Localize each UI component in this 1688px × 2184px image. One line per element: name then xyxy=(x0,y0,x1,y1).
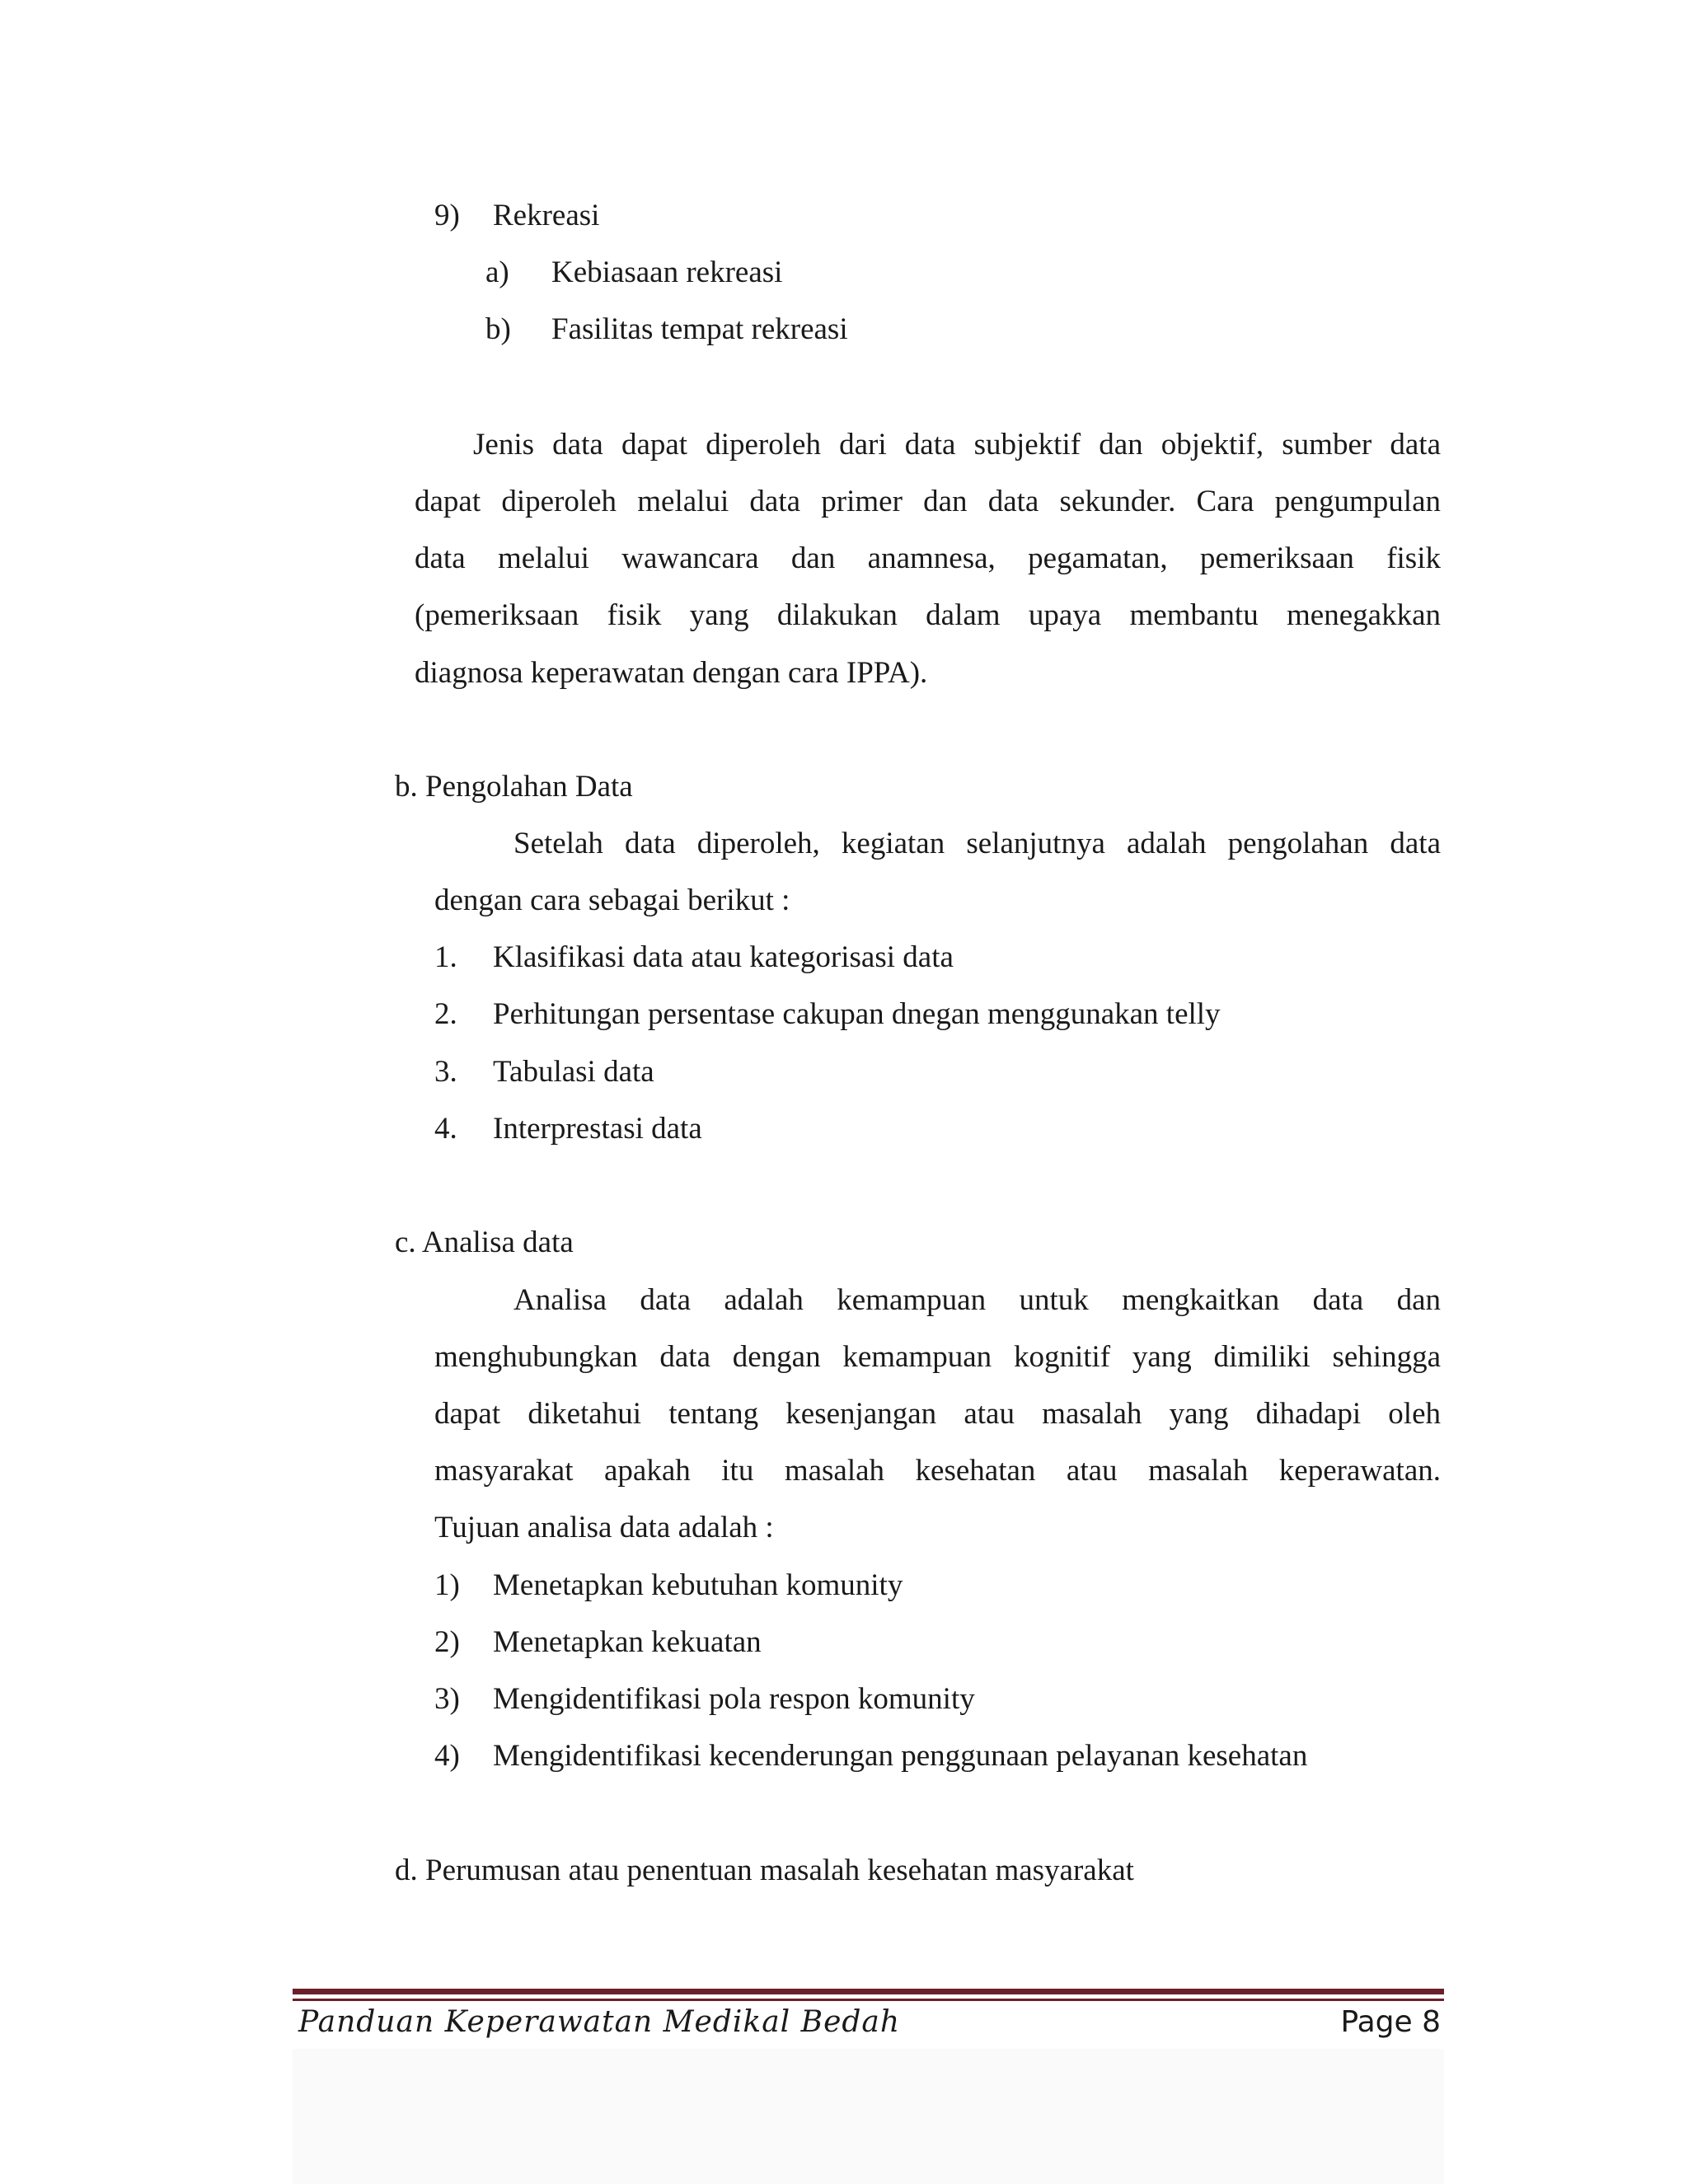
paragraph-line: Analisa data adalah kemampuan untuk mengkaitkan data dan xyxy=(513,1283,1441,1317)
paragraph-line: diagnosa keperawatan dengan cara IPPA). xyxy=(415,656,928,690)
list-marker: 3) xyxy=(434,1682,460,1716)
list-marker: 2. xyxy=(434,997,457,1031)
list-marker: 2) xyxy=(434,1625,460,1659)
list-marker: b) xyxy=(485,312,511,346)
section-heading: b. Pengolahan Data xyxy=(395,770,633,804)
list-item-title: Rekreasi xyxy=(493,199,600,232)
list-marker: 4) xyxy=(434,1739,460,1773)
footer-rule-thin xyxy=(293,1999,1444,2001)
list-item: Perhitungan persentase cakupan dnegan menggunakan telly xyxy=(493,997,1221,1031)
paragraph-line: data melalui wawancara dan anamnesa, pegamatan, pemeriksaan fisik xyxy=(415,541,1441,575)
list-item: Kebiasaan rekreasi xyxy=(551,255,783,289)
list-marker: 1) xyxy=(434,1568,460,1602)
list-item: Menetapkan kebutuhan komunity xyxy=(493,1568,903,1602)
section-heading: d. Perumusan atau penentuan masalah kesehatan masyarakat xyxy=(395,1854,1134,1887)
list-marker: 3. xyxy=(434,1055,457,1089)
paragraph-line: (pemeriksaan fisik yang dilakukan dalam upaya membantu menegakkan xyxy=(415,598,1441,632)
list-item: Tabulasi data xyxy=(493,1055,654,1089)
section-heading: c. Analisa data xyxy=(395,1226,574,1259)
footer-shade xyxy=(293,2049,1444,2184)
footer-rule xyxy=(293,1989,1444,1994)
list-item: Mengidentifikasi kecenderungan penggunaan pelayanan kesehatan xyxy=(493,1739,1308,1773)
paragraph-line: Setelah data diperoleh, kegiatan selanjutnya adalah pengolahan data xyxy=(513,827,1441,860)
list-item: Interprestasi data xyxy=(493,1112,702,1146)
list-item: Fasilitas tempat rekreasi xyxy=(551,312,848,346)
footer-title: Panduan Keperawatan Medikal Bedah xyxy=(298,2005,901,2039)
list-marker: 1. xyxy=(434,940,457,974)
paragraph-line: dapat diketahui tentang kesenjangan atau masalah yang dihadapi oleh xyxy=(434,1397,1441,1431)
paragraph-line: menghubungkan data dengan kemampuan kognitif yang dimiliki sehingga xyxy=(434,1340,1441,1374)
paragraph-line: Tujuan analisa data adalah : xyxy=(434,1511,774,1544)
paragraph-line: Jenis data dapat diperoleh dari data subjektif dan objektif, sumber data xyxy=(473,428,1441,462)
list-item: Menetapkan kekuatan xyxy=(493,1625,762,1659)
paragraph-line: dengan cara sebagai berikut : xyxy=(434,883,790,917)
page-number: Page 8 xyxy=(1340,2005,1441,2039)
list-item: Mengidentifikasi pola respon komunity xyxy=(493,1682,975,1716)
paragraph-line: dapat diperoleh melalui data primer dan data sekunder. Cara pengumpulan xyxy=(415,485,1441,518)
list-marker: 4. xyxy=(434,1112,457,1146)
list-item: Klasifikasi data atau kategorisasi data xyxy=(493,940,954,974)
list-marker: 9) xyxy=(434,199,460,232)
list-marker: a) xyxy=(485,255,509,289)
paragraph-line: masyarakat apakah itu masalah kesehatan atau masalah keperawatan. xyxy=(434,1454,1441,1488)
